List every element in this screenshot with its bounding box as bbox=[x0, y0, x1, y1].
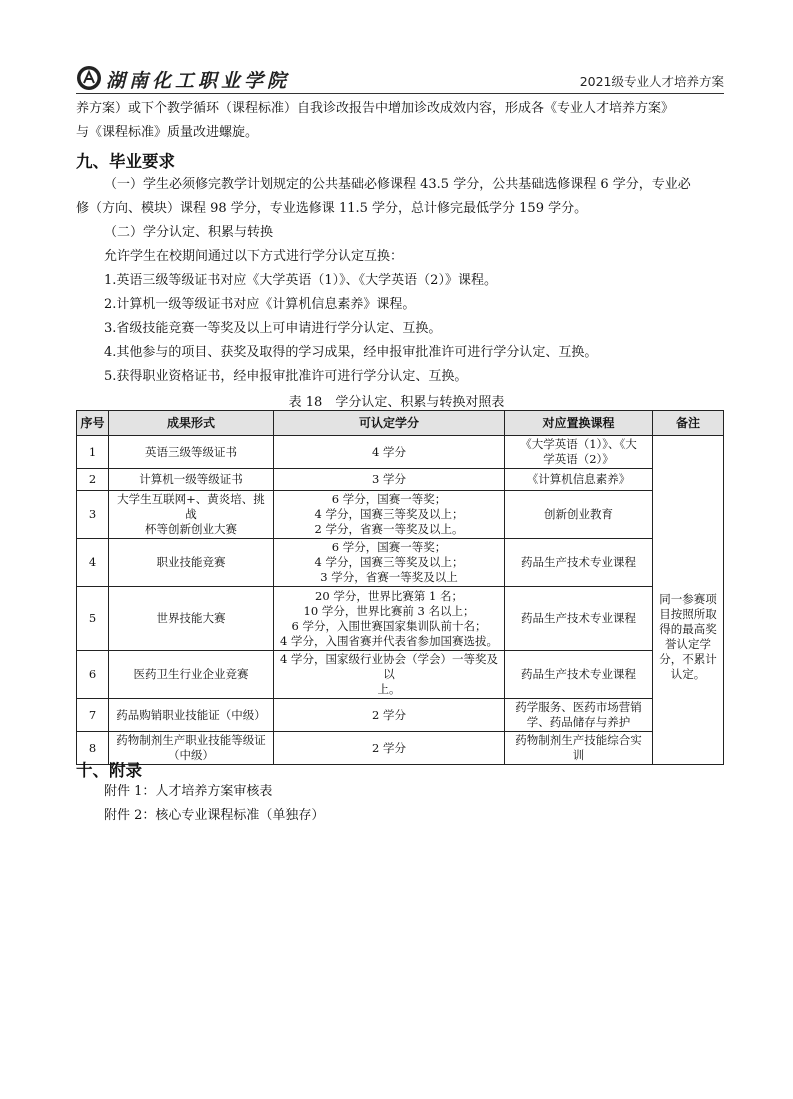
row-course bbox=[505, 651, 653, 699]
cell-text: 20 学分，世界比赛第 1 名； bbox=[315, 588, 463, 603]
cell-text: 6 学分，入围世赛国家集训队前十名； bbox=[291, 618, 487, 633]
cell-text: 药物制剂生产技能综合实 bbox=[515, 733, 642, 747]
table-row bbox=[77, 699, 724, 732]
cell-text: 2 学分 bbox=[372, 740, 406, 755]
credit-transfer-table bbox=[76, 410, 724, 765]
cell-text: 大学生互联网+、黄炎培、挑战 bbox=[117, 492, 265, 521]
cell-text: 6 学分，国赛一等奖； bbox=[331, 492, 447, 506]
row-number: 4 bbox=[77, 539, 109, 587]
table-row bbox=[77, 436, 724, 469]
cell-text: 药品购销职业技能证（中级） bbox=[116, 707, 266, 722]
column-header-note: 备注 bbox=[653, 411, 724, 436]
school-name-logo: 湖南化工职业学院 bbox=[106, 70, 291, 92]
cell-text: 4 学分，国赛三等奖及以上； bbox=[314, 555, 464, 569]
cell-text: 创新创业教育 bbox=[544, 507, 613, 521]
row-form bbox=[109, 699, 274, 732]
cell-text: 世界技能大赛 bbox=[156, 611, 226, 625]
cell-text: 学、药品储存与养护 bbox=[526, 715, 631, 729]
cell-text: 英语三级等级证书 bbox=[145, 444, 237, 459]
row-number: 2 bbox=[77, 469, 109, 491]
table-caption: 表 18 学分认定、积累与转换对照表 bbox=[288, 395, 505, 410]
cell-text: 药品生产技术专业课程 bbox=[521, 555, 636, 569]
continuation-line-1: 养方案）或下个教学循环（课程标准）自我诊改报告中增加诊改成效内容，形成各《专业人才培养方案》 bbox=[76, 101, 675, 116]
row-form bbox=[109, 491, 274, 539]
cell-text: 药物制剂生产职业技能等级证 bbox=[116, 733, 266, 747]
row-course bbox=[505, 587, 653, 651]
note-text: 分，不累计 bbox=[659, 652, 717, 666]
cell-text: 《大学英语（1）》、《大 bbox=[520, 437, 637, 451]
row-course bbox=[505, 436, 653, 469]
cell-text: 医药卫生行业企业竞赛 bbox=[133, 667, 249, 681]
section-heading-appendix: 十、附录 bbox=[76, 761, 142, 780]
row-course bbox=[505, 491, 653, 539]
row-form bbox=[109, 539, 274, 587]
note-text: 目按照所取 bbox=[659, 607, 717, 621]
row-number: 6 bbox=[77, 651, 109, 699]
cell-text: 药学服务、医药市场营销 bbox=[515, 700, 642, 714]
continuation-line-2: 与《课程标准》质量改进螺旋。 bbox=[76, 125, 259, 140]
row-credit bbox=[274, 699, 505, 732]
row-number: 8 bbox=[77, 732, 109, 765]
header-divider bbox=[76, 93, 724, 94]
document-title: 2021级专业人才培养方案 bbox=[579, 74, 724, 89]
row-course bbox=[505, 539, 653, 587]
paragraph-allow: 允许学生在校期间通过以下方式进行学分认定互换： bbox=[104, 249, 404, 264]
note-text: 得的最高奖 bbox=[659, 622, 717, 636]
table-row bbox=[77, 469, 724, 491]
cell-text: 药品生产技术专业课程 bbox=[521, 667, 636, 681]
row-credit bbox=[274, 436, 505, 469]
row-form bbox=[109, 651, 274, 699]
list-item: 3.省级技能竞赛一等奖及以上可申请进行学分认定、互换。 bbox=[104, 321, 442, 336]
cell-text: 学英语（2）》 bbox=[543, 452, 614, 466]
page-header bbox=[76, 64, 724, 92]
table-row bbox=[77, 491, 724, 539]
cell-text: 3 学分，省赛一等奖及以上 bbox=[320, 570, 458, 584]
cell-text: 2 学分，省赛一等奖及以上。 bbox=[314, 522, 464, 536]
cell-text: 杯等创新创业大赛 bbox=[145, 522, 237, 536]
cell-text: 3 学分 bbox=[372, 472, 406, 486]
list-item: 4.其他参与的项目、获奖及取得的学习成果，经申报审批准许可进行学分认定、互换。 bbox=[104, 345, 598, 360]
note-text: 认定。 bbox=[670, 667, 706, 681]
cell-text: 药品生产技术专业课程 bbox=[521, 611, 636, 625]
attachment-item: 附件 2：核心专业课程标准（单独存） bbox=[104, 808, 325, 823]
table-header-row bbox=[77, 411, 724, 436]
column-header-form: 成果形式 bbox=[109, 411, 274, 436]
row-number: 3 bbox=[77, 491, 109, 539]
row-credit bbox=[274, 491, 505, 539]
column-header-no: 序号 bbox=[77, 411, 109, 436]
list-item: 1.英语三级等级证书对应《大学英语（1）》、《大学英语（2）》课程。 bbox=[104, 273, 497, 288]
table-row bbox=[77, 732, 724, 765]
list-item: 5.获得职业资格证书，经申报审批准许可进行学分认定、互换。 bbox=[104, 369, 468, 384]
cell-text: 《计算机信息素养》 bbox=[526, 472, 631, 486]
row-form bbox=[109, 587, 274, 651]
row-credit bbox=[274, 469, 505, 491]
column-header-course: 对应置换课程 bbox=[505, 411, 653, 436]
column-header-credit: 可认定学分 bbox=[274, 411, 505, 436]
cell-text: 职业技能竞赛 bbox=[156, 555, 226, 569]
row-number: 1 bbox=[77, 436, 109, 469]
row-credit bbox=[274, 539, 505, 587]
row-form bbox=[109, 469, 274, 491]
cell-text: 4 学分，入围省赛并代表省参加国赛选拔。 bbox=[280, 633, 498, 648]
note-text: 同一参赛项 bbox=[659, 592, 717, 606]
table-row bbox=[77, 651, 724, 699]
row-credit bbox=[274, 651, 505, 699]
paragraph-credits-line-2: 修（方向、模块）课程 98 学分，专业选修课 11.5 学分，总计修完最低学分 159 学分。 bbox=[76, 201, 588, 216]
row-course bbox=[505, 732, 653, 765]
cell-text: 上。 bbox=[377, 682, 401, 696]
table-row bbox=[77, 587, 724, 651]
row-credit bbox=[274, 587, 505, 651]
row-credit bbox=[274, 732, 505, 765]
row-number: 7 bbox=[77, 699, 109, 732]
cell-text: 4 学分 bbox=[372, 444, 406, 459]
cell-text: 4 学分，国赛三等奖及以上； bbox=[314, 507, 464, 521]
school-seal-icon bbox=[76, 65, 102, 91]
row-number: 5 bbox=[77, 587, 109, 651]
row-form bbox=[109, 436, 274, 469]
cell-text: 2 学分 bbox=[372, 707, 406, 722]
table-row bbox=[77, 539, 724, 587]
cell-text: 4 学分，国家级行业协会（学会）一等奖及以 bbox=[280, 652, 498, 681]
cell-text: （中级） bbox=[168, 748, 214, 762]
row-course bbox=[505, 699, 653, 732]
cell-text: 10 学分，世界比赛前 3 名以上； bbox=[303, 603, 475, 618]
paragraph-credits-line-1: （一）学生必须修完教学计划规定的公共基础必修课程 43.5 学分，公共基础选修课程 6 学分，专业必 bbox=[104, 177, 691, 192]
cell-text: 6 学分，国赛一等奖； bbox=[331, 540, 447, 554]
attachment-item: 附件 1：人才培养方案审核表 bbox=[104, 784, 273, 799]
cell-text: 计算机一级等级证书 bbox=[139, 472, 243, 486]
note-text: 誉认定学 bbox=[665, 637, 711, 651]
cell-text: 训 bbox=[572, 748, 585, 762]
row-course bbox=[505, 469, 653, 491]
subheading-credit-transfer: （二）学分认定、积累与转换 bbox=[104, 225, 274, 240]
section-heading-graduation: 九、毕业要求 bbox=[76, 152, 175, 171]
row-note bbox=[653, 436, 724, 765]
list-item: 2.计算机一级等级证书对应《计算机信息素养》课程。 bbox=[104, 297, 416, 312]
